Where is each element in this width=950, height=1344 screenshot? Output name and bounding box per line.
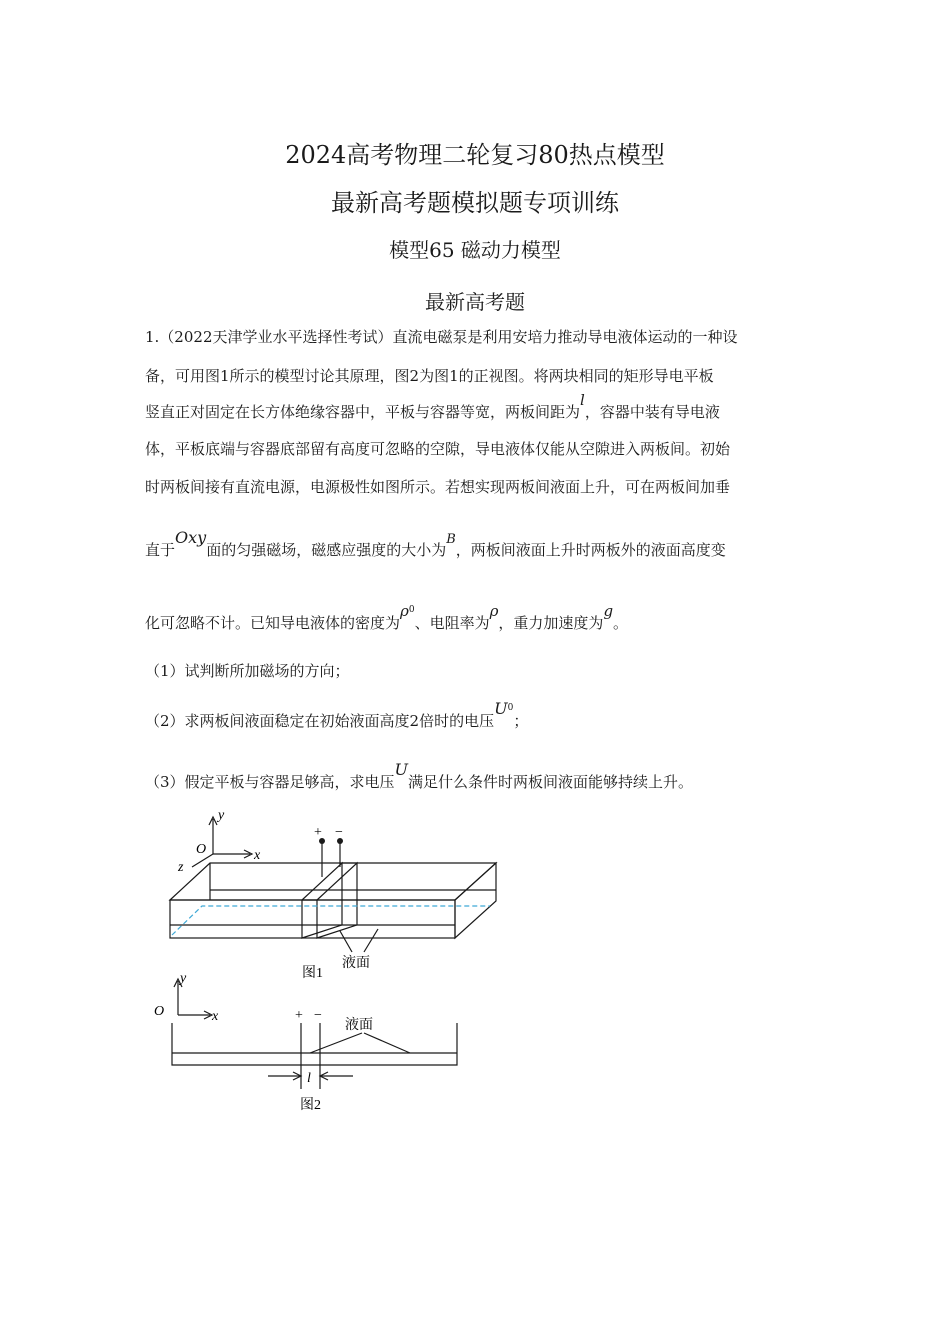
fig1-label-x: x [254, 848, 261, 863]
figure-1 [150, 805, 520, 985]
model-title: 模型65 磁动力模型 [389, 238, 561, 262]
question-line-4: 体，平板底端与容器底部留有高度可忽略的空隙，导电液体仅能从空隙进入两板间。初始 [145, 440, 731, 458]
var-u: U [394, 760, 409, 779]
fig2-label-plus: + [295, 1008, 303, 1023]
doc-subtitle: 最新高考题模拟题专项训练 [331, 189, 619, 217]
question-line-6: 直于Oxy面的匀强磁场，磁感应强度的大小为B，两板间液面上升时两板外的液面高度变 [145, 528, 726, 559]
question-line-1: 1.（2022天津学业水平选择性考试）直流电磁泵是利用安培力推动导电液体运动的一种设 [145, 328, 738, 346]
var-u0: $U^0$ [494, 699, 514, 718]
fig1-label-plus: + [314, 825, 322, 840]
doc-title: 2024高考物理二轮复习80热点模型 [285, 141, 665, 169]
fig1-label-y: y [218, 808, 225, 823]
fig2-label-x: x [212, 1009, 219, 1024]
var-l: l [580, 391, 585, 409]
sub-question-3: （3）假定平板与容器足够高，求电压U满足什么条件时两板间液面能够持续上升。 [145, 760, 694, 791]
fig1-label-origin: O [196, 842, 207, 857]
var-oxy: Oxy [175, 528, 207, 547]
fig1-liquid-level [172, 906, 490, 935]
fig1-label-z: z [178, 860, 184, 875]
fig1-box-right [455, 863, 496, 938]
fig2-caption: 图2 [300, 1098, 321, 1113]
fig2-label-y: y [180, 971, 187, 986]
fig2-label-origin: O [154, 1004, 165, 1019]
var-g: g [603, 602, 614, 620]
var-rho0: $\rho^0$ [400, 602, 415, 620]
fig1-box-top [170, 863, 496, 900]
question-line-7: 化可忽略不计。已知导电液体的密度为$\rho^0$、电阻率为ρ，重力加速度为g。 [145, 602, 629, 632]
var-rho: ρ [489, 602, 499, 620]
question-line-5: 时两板间接有直流电源，电源极性如图所示。若想实现两板间液面上升，可在两板间加垂 [145, 478, 731, 496]
fig1-caption: 图1 [302, 966, 323, 981]
fig2-container [172, 1023, 457, 1065]
fig2-label-minus: − [314, 1008, 322, 1023]
question-line-2: 备，可用图1所示的模型讨论其原理，图2为图1的正视图。将两块相同的矩形导电平板 [145, 367, 714, 385]
var-b: B [446, 532, 456, 547]
sub-question-2: （2）求两板间液面稳定在初始液面高度2倍时的电压$U^0$； [145, 699, 529, 730]
section-title: 最新高考题 [425, 290, 525, 314]
fig1-label-liquid: 液面 [342, 956, 370, 971]
fig2-label-liquid: 液面 [345, 1018, 373, 1033]
figure-2 [150, 965, 480, 1115]
fig2-label-gap: l [307, 1071, 311, 1086]
fig1-label-minus: − [335, 825, 343, 840]
question-line-3: 竖直正对固定在长方体绝缘容器中，平板与容器等宽，两板间距为l，容器中装有导电液 [145, 391, 720, 421]
sub-question-1: （1）试判断所加磁场的方向； [145, 662, 350, 680]
